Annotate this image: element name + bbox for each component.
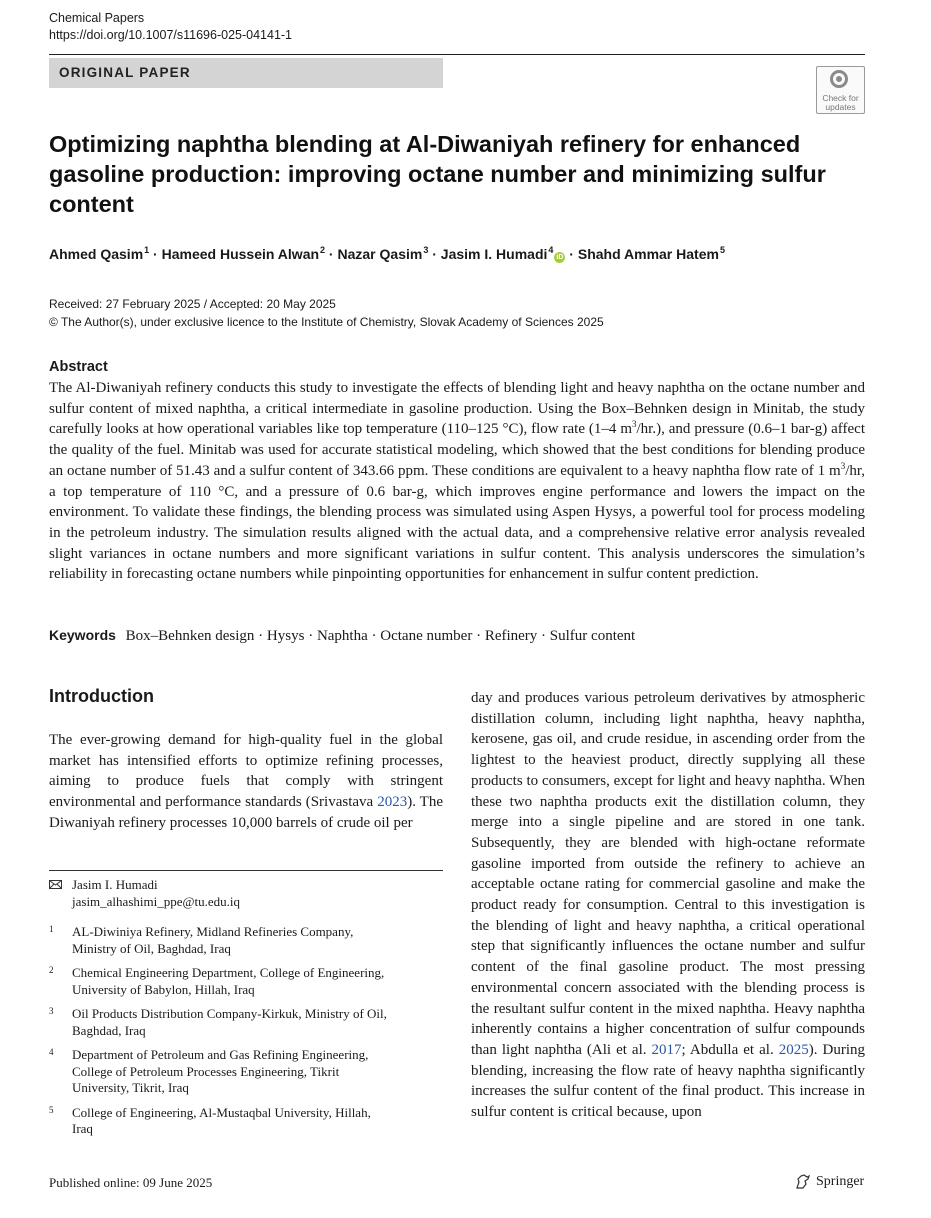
refresh-icon bbox=[830, 70, 848, 88]
affiliation-item: 4 Department of Petroleum and Gas Refining Engineering, College of Petroleum Processes Engineering, Tikrit University, Tikrit, Iraq bbox=[49, 1047, 369, 1095]
affiliation-ref: 5 bbox=[719, 245, 725, 255]
keyword: Refinery bbox=[484, 628, 538, 644]
keyword: Octane number bbox=[380, 628, 473, 644]
abstract-text: The Al-Diwaniyah refinery conducts this study to investigate the effects of blending light and heavy naphtha on the octane number and sulfur content of mixed naphtha, a critical intermediate in gasoline production. Using the Box–Behnken design in Minitab, the study carefully looks at how operational variables like top temperature (110–125 °C), flow rate (1–4 $m^3/hr$.), and pressure (0.6–1 bar-g) affect the quality of the fuel. Minitab was used for accurate statistical modeling, which showed that the best conditions for blending produce an octane number of 51.43 and a sulfur content of 343.66 ppm. These conditions are equivalent to a heavy naphtha flow rate of 1 $m^3/hr$, a top temperature of 110 °C, and a pressure of 0.6 bar-g, which improves engine performance and lowers the impact on the environment. To validate these findings, the blending process was simulated using Aspen Hysys, a powerful tool for process modeling in the petroleum industry. The simulation results aligned with the actual data, and a comprehensive relative error analysis revealed slight variances in octane numbers and more significant variations in sulfur content. This analysis underscores the simulation’s reliability in forecasting octane numbers while pinpointing opportunities for enhancement in sulfur content prediction. bbox=[49, 380, 865, 583]
header-rule bbox=[49, 54, 865, 55]
author-name[interactable]: Ahmed Qasim bbox=[49, 246, 144, 262]
citation-link[interactable]: 2017 bbox=[651, 1041, 682, 1058]
keywords-label: Keywords bbox=[49, 627, 116, 643]
journal-header bbox=[49, 10, 292, 44]
envelope-icon bbox=[49, 880, 62, 889]
affiliation-item: 3 Oil Products Distribution Company-Kirkuk, Ministry of Oil, Baghdad, Iraq bbox=[49, 1006, 387, 1038]
keyword: Sulfur content bbox=[549, 628, 636, 644]
citation-link[interactable]: 2023 bbox=[377, 794, 408, 811]
keyword: Naphtha bbox=[316, 628, 368, 644]
affiliation-ref: 3 bbox=[423, 245, 429, 255]
citation-link[interactable]: 2025 bbox=[778, 1041, 809, 1058]
correspondent-name: Jasim I. Humadi bbox=[72, 877, 158, 892]
affiliation-ref: 2 bbox=[320, 245, 326, 255]
author-name[interactable]: Jasim I. Humadi bbox=[440, 246, 548, 262]
affiliation-ref: 1 bbox=[144, 245, 150, 255]
springer-logo bbox=[794, 1173, 864, 1191]
keyword: Hysys bbox=[266, 628, 305, 644]
keyword: Box–Behnken design bbox=[125, 628, 255, 644]
article-dates bbox=[49, 295, 604, 331]
check-updates-line1: Check for bbox=[822, 93, 859, 103]
affiliation-item: 1 AL-Diwiniya Refinery, Midland Refineries Company, Ministry of Oil, Baghdad, Iraq bbox=[49, 924, 354, 956]
check-updates-line2: updates bbox=[825, 102, 856, 112]
check-for-updates-badge[interactable] bbox=[816, 66, 865, 114]
footnote-rule bbox=[49, 870, 443, 871]
introduction-right-column: day and produces various petroleum derivatives by atmospheric distillation column, including light naphtha, heavy naphtha, kerosene, gas oil, and crude residue, in ascending order from the lightest to the heaviest product, directly supplying all these products to consumers, except for light and heavy naphtha. When these two naphtha products exit the distillation column, they merge into a single pipeline and are stored in one tank. Subsequently, they are blended with high-octane reformate gasoline imported from outside the refinery to achieve an acceptable octane rating for commercial gasoline and make the product ready for consumption. Central to this investigation is the blending of light and heavy naphtha, a critical operational step that significantly influences the octane number and sulfur content of the final gasoline product. The most pressing environmental concern associated with the blending process is the resultant sulfur content in the mixed naphtha. Heavy naphtha inherently contains a higher concentration of sulfur compounds than light naphtha (Ali et al. 2017; Abdulla et al. 2025). During blending, increasing the flow rate of heavy naphtha significantly increases the sulfur content of the final product. This increase in sulfur content is critical because, upon bbox=[471, 690, 866, 1121]
received-accepted: Received: 27 February 2025 / Accepted: 20 May 2025 bbox=[49, 297, 336, 311]
correspondent-email[interactable]: jasim_alhashimi_ppe@tu.edu.iq bbox=[72, 893, 240, 909]
author-list: Ahmed Qasim$^1$ · Hameed Hussein Alwan$^2$ · Nazar Qasim$^3$ · Jasim I. Humadi$^4$iD · Shahd Ammar Hatem$^5$ bbox=[49, 245, 725, 262]
springer-horse-icon bbox=[794, 1173, 812, 1191]
section-label: ORIGINAL PAPER bbox=[59, 65, 191, 80]
footnotes bbox=[49, 877, 443, 1146]
affiliation-ref: 4 bbox=[548, 245, 554, 255]
author-name[interactable]: Shahd Ammar Hatem bbox=[577, 246, 719, 262]
abstract-heading: Abstract bbox=[49, 359, 108, 375]
affiliation-item: 5 College of Engineering, Al-Mustaqbal University, Hillah, Iraq bbox=[49, 1104, 371, 1136]
publisher-name: Springer bbox=[816, 1174, 865, 1189]
correspondence-note bbox=[49, 877, 443, 910]
introduction-heading: Introduction bbox=[49, 686, 154, 706]
author-name[interactable]: Nazar Qasim bbox=[337, 246, 423, 262]
section-banner bbox=[49, 58, 443, 88]
doi-link[interactable]: https://doi.org/10.1007/s11696-025-04141-1 bbox=[49, 28, 293, 42]
author-name[interactable]: Hameed Hussein Alwan bbox=[161, 246, 320, 262]
copyright-notice: © The Author(s), under exclusive licence to the Institute of Chemistry, Slovak Academy of Sciences 2025 bbox=[49, 315, 604, 329]
journal-name: Chemical Papers bbox=[49, 11, 145, 25]
introduction-left-column: The ever-growing demand for high-quality fuel in the global market has intensified efforts to optimize refining processes, aiming to produce fuels that comply with stringent environmental and performance standards (Srivastava 2023). The Diwaniyah refinery processes 10,000 barrels of crude oil per bbox=[49, 732, 443, 831]
paper-title: Optimizing naphtha blending at Al-Diwaniyah refinery for enhanced gasoline production: improving octane number and minimizing sulfur content bbox=[49, 131, 826, 217]
keywords: Keywords Box–Behnken design · Hysys · Naphtha · Octane number · Refinery · Sulfur content bbox=[49, 627, 636, 644]
published-online: Published online: 09 June 2025 bbox=[49, 1175, 213, 1190]
orcid-icon[interactable]: iD bbox=[556, 254, 564, 261]
affiliation-item: 2 Chemical Engineering Department, College of Engineering, University of Babylon, Hillah, Iraq bbox=[49, 965, 385, 997]
